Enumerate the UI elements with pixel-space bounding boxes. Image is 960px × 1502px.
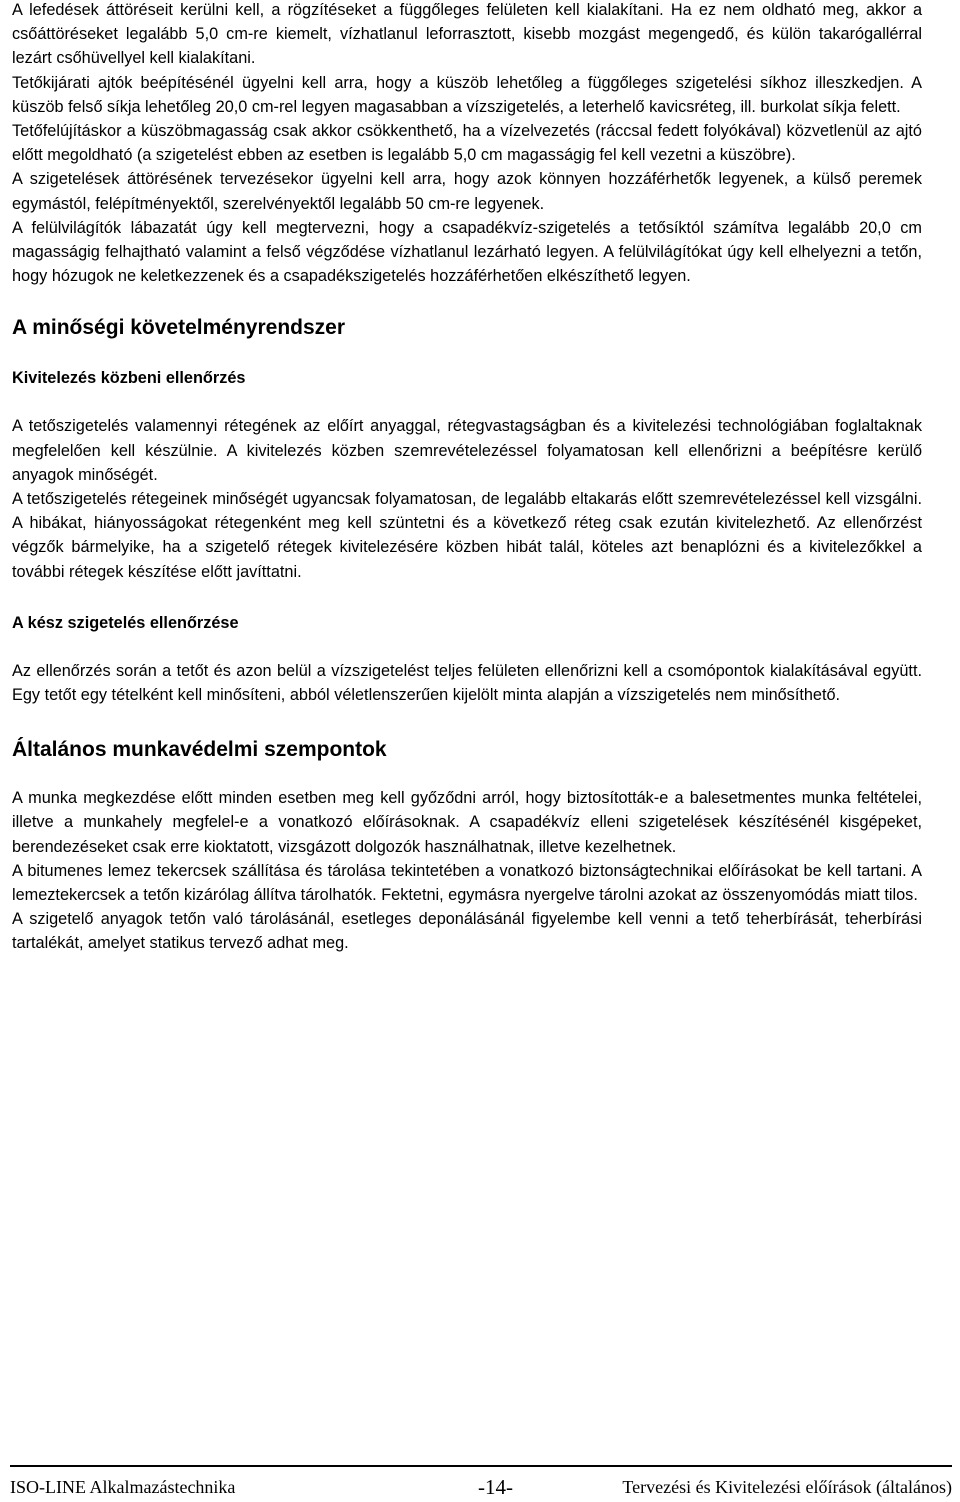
paragraph-layer-quality: A tetőszigetelés valamennyi rétegének az előírt anyaggal, rétegvastagságban és a kivitelezési technológiában foglaltaknak megfelelően kell készülnie. A kivitelezés közben szemrevételezéssel folyamatosan kell ellenőrizni a beépítésre kerülő anyagok minőségét.	[12, 417, 922, 484]
paragraph-layer-inspection: A tetőszigetelés rétegeinek minőségét ugyancsak folyamatosan, de legalább eltakarás előtt szemrevételezéssel kell vizsgálni. A hibákat, hiányosságokat rétegenként meg kell szüntetni és a következő réteg csak ezután kivitelezhető. Az ellenőrzést végzők bármelyike, ha a szigetelő rétegek kivitelezésére közben hibát talál, köteles azt benaplózni és a kivitelezőkkel a további rétegek készítése előtt javíttatni.	[12, 490, 922, 581]
paragraph-penetrations: A lefedések áttöréseit kerülni kell, a rögzítéseket a függőleges felületen kell kialakítani. Ha ez nem oldható meg, akkor a csőáttöréseket legalább 5,0 cm-re kiemelt, vízhatlanul leforrasztott, kisebb mozgást megengedő, és külön takarógallérral lezárt csőhüvellyel kell kialakítani.	[12, 1, 922, 68]
paragraph-penetration-design: A szigetelések áttörésének tervezésekor ügyelni kell arra, hogy azok könnyen hozzáférhetők legyenek, a külső peremek egymástól, felépítményektől, szerelvényektől legalább 50 cm-re legyenek.	[12, 170, 922, 213]
section-title-safety: Általános munkavédelmi szempontok	[12, 738, 387, 762]
section-title-quality: A minőségi követelményrendszer	[12, 316, 346, 340]
footer-page-number: -14-	[478, 1475, 513, 1499]
footer-document-title: Tervezési és Kivitelezési előírások (általános)	[622, 1477, 952, 1497]
paragraph-roof-doors: Tetőkijárati ajtók beépítésénél ügyelni kell arra, hogy a küszöb lehetőleg a függőleges szigetelési síkhoz illeszkedjen. A küszöb felső síkja lehetőleg 20,0 cm-rel legyen magasabban a vízszigetelés, a leterhelő kavicsréteg, ill. burkolat síkja felett.	[12, 73, 922, 116]
paragraph-material-storage: A szigetelő anyagok tetőn való tárolásánál, esetleges deponálásánál figyelembe kell venni a tető teherbírását, teherbírási tartalékát, amelyet statikus tervező adhat meg.	[12, 910, 922, 953]
footer-company: ISO-LINE Alkalmazástechnika	[10, 1477, 236, 1497]
page-footer	[10, 1477, 952, 1501]
paragraph-final-inspection: Az ellenőrzés során a tetőt és azon belül a vízszigetelést teljes felületen ellenőrizni kell a csomópontok kialakításával együtt. Egy tetőt egy tételként kell minősíteni, abból véletlenszerűen kijelölt minta alapján a vízszigetelés nem minősíthető.	[12, 661, 922, 705]
paragraph-roll-transport: A bitumenes lemez tekercsek szállítása és tárolása tekintetében a vonatkozó biztonságtechnikai előírásokat be kell tartani. A lemeztekercsek a tetőn kizárólag állítva tárolhatók. Fektetni, egymásra nyergelve tárolni azokat az összenyomódás miatt tilos.	[12, 861, 922, 905]
paragraph-work-safety: A munka megkezdése előtt minden esetben meg kell győződni arról, hogy biztosították-e a balesetmentes munka feltételei, illetve a munkahely megfelel-e a vonatkozó előírásoknak. A csapadékvíz elleni szigetelések készítésénél kisgépeket, berendezéseket csak erre kioktatott, vizsgázott dolgozók használhatnak, illetve kezelhetnek.	[12, 789, 922, 856]
paragraph-threshold-renovation: Tetőfelújításkor a küszöbmagasság csak akkor csökkenthető, ha a vízelvezetés (ráccsal fedett folyókával) közvetlenül az ajtó előtt megoldható (a szigetelést ebben az esetben is legalább 5,0 cm magasságig fel kell vezetni a küszöbre).	[12, 122, 922, 165]
subsection-title-construction-check: Kivitelezés közbeni ellenőrzés	[12, 369, 246, 388]
subsection-title-final-check: A kész szigetelés ellenőrzése	[12, 613, 239, 632]
page-content	[12, 0, 922, 956]
footer-divider	[10, 1465, 952, 1467]
paragraph-skylights: A felülvilágítók lábazatát úgy kell megtervezni, hogy a csapadékvíz-szigetelés a tetősíktól számítva legalább 20,0 cm magasságig felhajtható valamint a felső végződése vízhatlanul lezárható legyen. A felülvilágítókat úgy kell elhelyezni a tetőn, hogy hózugok ne keletkezzenek és a csapadékszigetelés hozzáférhetően elkészíthető legyen.	[12, 218, 922, 286]
